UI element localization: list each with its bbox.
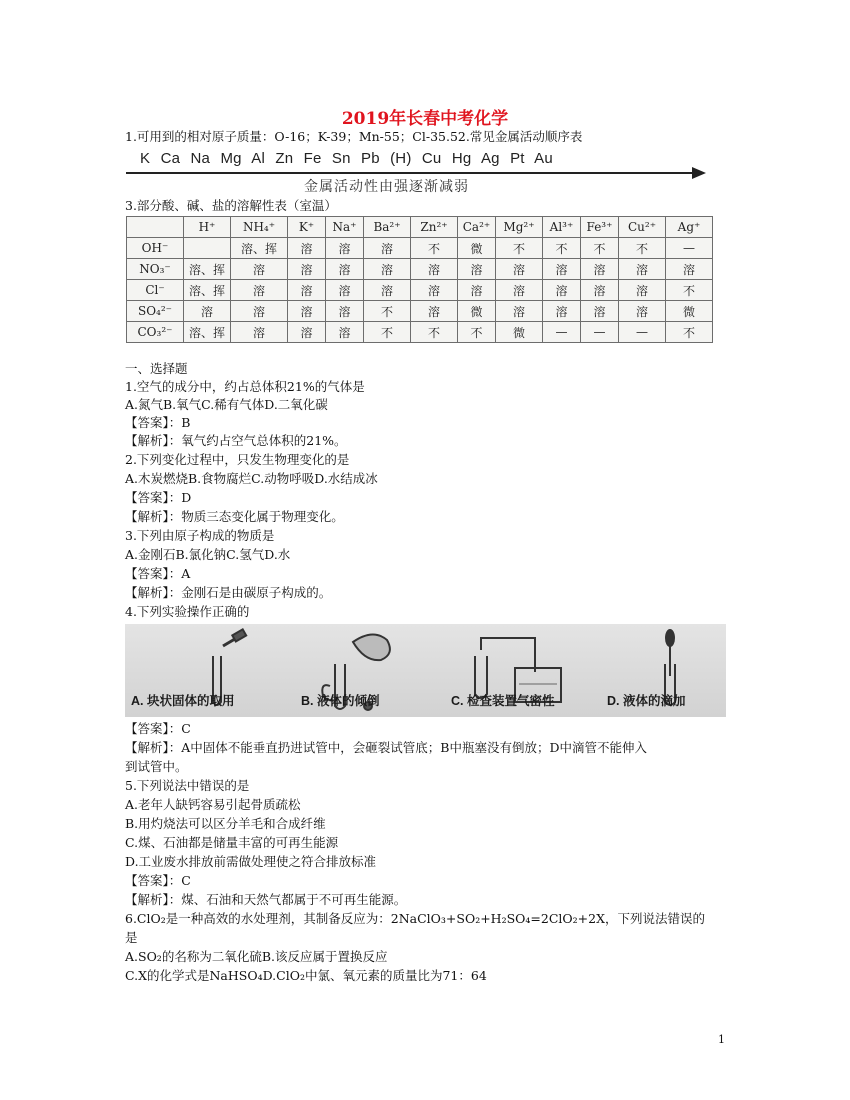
- table-cell: 溶: [581, 301, 619, 322]
- table-cell: 溶: [231, 259, 288, 280]
- q5-answer: 【答案】：C: [125, 873, 191, 888]
- intro-line: 1.可用到的相对原子质量：O-16；K-39；Mn-55；Cl-35.52.常见金属活动顺序表: [125, 129, 583, 144]
- table-cell: 溶: [411, 280, 458, 301]
- table-cell: 不: [666, 322, 713, 343]
- header-cell: [127, 217, 184, 238]
- table-cell: 溶、挥: [231, 238, 288, 259]
- table-cell: 溶、挥: [184, 259, 231, 280]
- figure-label-a: A. 块状固体的取用: [131, 694, 235, 708]
- table-cell: SO₄²⁻: [127, 301, 184, 322]
- table-cell: 溶: [288, 238, 326, 259]
- header-cell: Al³⁺: [543, 217, 581, 238]
- table-cell: 溶: [326, 259, 364, 280]
- header-cell: Mg²⁺: [496, 217, 543, 238]
- table-cell: 溶: [326, 238, 364, 259]
- q4-analysis-2: 到试管中。: [125, 759, 188, 774]
- table-header-row: [127, 217, 713, 238]
- table-cell: —: [543, 322, 581, 343]
- q1-stem: 1.空气的成分中，约占总体积21%的气体是: [125, 379, 365, 394]
- table-cell: 溶: [364, 259, 411, 280]
- table-cell: 溶、挥: [184, 322, 231, 343]
- metal-list: K Ca Na Mg Al Zn Fe Sn Pb (H) Cu Hg Ag Pt Au: [140, 150, 553, 167]
- q6-stem-2: 是: [125, 930, 138, 945]
- table-cell: 不: [458, 322, 496, 343]
- q2-analysis: 【解析】：物质三态变化属于物理变化。: [125, 509, 344, 524]
- q4-stem: 4.下列实验操作正确的: [125, 604, 250, 619]
- table-cell: 溶: [581, 259, 619, 280]
- figure-label-c: C. 检查装置气密性: [451, 694, 555, 708]
- table-cell: 溶: [496, 259, 543, 280]
- table-cell: —: [666, 238, 713, 259]
- q1-answer: 【答案】：B: [125, 415, 191, 430]
- table-cell: 溶: [458, 259, 496, 280]
- table-cell: 溶: [326, 322, 364, 343]
- table-cell: 溶: [288, 259, 326, 280]
- figure-label-d: D. 液体的滴加: [607, 694, 686, 708]
- table-cell: 溶: [458, 280, 496, 301]
- header-cell: Zn²⁺: [411, 217, 458, 238]
- table-cell: 不: [581, 238, 619, 259]
- table-cell: [184, 238, 231, 259]
- table-cell: 溶: [231, 280, 288, 301]
- table-cell: NO₃⁻: [127, 259, 184, 280]
- table-row: [127, 280, 713, 301]
- q6-stem-1: 6.ClO₂是一种高效的水处理剂，其制备反应为：2NaClO₃+SO₂+H₂SO₄=2ClO₂+2X，下列说法错误的: [125, 911, 705, 926]
- table-cell: 溶: [543, 280, 581, 301]
- table-cell: 微: [458, 238, 496, 259]
- table-cell: 微: [458, 301, 496, 322]
- table-row: [127, 238, 713, 259]
- header-cell: Ba²⁺: [364, 217, 411, 238]
- table-cell: 溶: [619, 259, 666, 280]
- table-cell: 溶: [184, 301, 231, 322]
- table-cell: 溶: [411, 301, 458, 322]
- table-cell: 不: [364, 301, 411, 322]
- table-cell: —: [619, 322, 666, 343]
- table-cell: 溶: [411, 259, 458, 280]
- q6-options-cd: C.X的化学式是NaHSO₄D.ClO₂中氯、氧元素的质量比为71：64: [125, 968, 487, 983]
- q5-option-c: C.煤、石油都是储量丰富的可再生能源: [125, 835, 339, 850]
- q3-analysis: 【解析】：金刚石是由碳原子构成的。: [125, 585, 332, 600]
- q3-stem: 3.下列由原子构成的物质是: [125, 528, 275, 543]
- table-cell: 不: [364, 322, 411, 343]
- header-cell: Ca²⁺: [458, 217, 496, 238]
- table-row: [127, 259, 713, 280]
- table-cell: 不: [411, 322, 458, 343]
- table-cell: 溶、挥: [184, 280, 231, 301]
- table-cell: 溶: [288, 280, 326, 301]
- table-cell: 溶: [326, 280, 364, 301]
- header-cell: H⁺: [184, 217, 231, 238]
- q5-option-d: D.工业废水排放前需做处理使之符合排放标准: [125, 854, 377, 869]
- table-cell: OH⁻: [127, 238, 184, 259]
- table-cell: 微: [496, 322, 543, 343]
- table-cell: 溶: [619, 301, 666, 322]
- table-cell: 溶: [288, 301, 326, 322]
- table-cell: 不: [411, 238, 458, 259]
- header-cell: Cu²⁺: [619, 217, 666, 238]
- activity-caption: 金属活动性由强逐渐减弱: [304, 178, 469, 194]
- arrow-right-icon: [692, 167, 706, 179]
- table-cell: 不: [666, 280, 713, 301]
- table-cell: 溶: [364, 280, 411, 301]
- q1-options: A.氮气B.氧气C.稀有气体D.二氧化碳: [125, 397, 328, 412]
- q2-answer: 【答案】：D: [125, 490, 192, 505]
- table-cell: 不: [496, 238, 543, 259]
- page-title: 2019年长春中考化学: [341, 109, 509, 129]
- q5-analysis: 【解析】：煤、石油和天然气都属于不可再生能源。: [125, 892, 407, 907]
- header-cell: Na⁺: [326, 217, 364, 238]
- table-cell: CO₃²⁻: [127, 322, 184, 343]
- q2-options: A.木炭燃烧B.食物腐烂C.动物呼吸D.水结成冰: [125, 471, 378, 486]
- table-cell: 溶: [364, 238, 411, 259]
- table-cell: 不: [619, 238, 666, 259]
- header-cell: Ag⁺: [666, 217, 713, 238]
- q5-option-b: B.用灼烧法可以区分羊毛和合成纤维: [125, 816, 326, 831]
- table-cell: 溶: [231, 301, 288, 322]
- page-number: 1: [718, 1033, 725, 1046]
- table-cell: 溶: [543, 259, 581, 280]
- header-cell: K⁺: [288, 217, 326, 238]
- table-cell: 溶: [326, 301, 364, 322]
- table-cell: 溶: [288, 322, 326, 343]
- q3-options: A.金刚石B.氯化钠C.氢气D.水: [125, 547, 291, 562]
- section-heading: 一、选择题: [125, 361, 188, 376]
- table-cell: 溶: [666, 259, 713, 280]
- figure-label-b: B. 液体的倾倒: [301, 694, 380, 708]
- q1-analysis: 【解析】：氧气约占空气总体积的21%。: [125, 433, 347, 448]
- metal-activity-series: [126, 148, 706, 194]
- solubility-title: 3.部分酸、碱、盐的溶解性表（室温）: [125, 198, 337, 213]
- table-row: [127, 301, 713, 322]
- table-cell: 溶: [619, 280, 666, 301]
- table-cell: 不: [543, 238, 581, 259]
- lab-operations-figure: [125, 624, 726, 717]
- q5-option-a: A.老年人缺钙容易引起骨质疏松: [125, 797, 301, 812]
- table-cell: —: [581, 322, 619, 343]
- table-cell: 溶: [496, 301, 543, 322]
- q4-answer: 【答案】：C: [125, 721, 191, 736]
- table-cell: 微: [666, 301, 713, 322]
- table-cell: 溶: [581, 280, 619, 301]
- table-cell: 溶: [543, 301, 581, 322]
- q3-answer: 【答案】：A: [125, 566, 191, 581]
- q4-analysis-1: 【解析】：A中固体不能垂直扔进试管中，会砸裂试管底；B中瓶塞没有倒放；D中滴管不能伸入: [125, 740, 647, 755]
- solubility-table: [126, 216, 713, 343]
- table-cell: 溶: [496, 280, 543, 301]
- table-cell: Cl⁻: [127, 280, 184, 301]
- activity-arrow-line: [126, 172, 696, 174]
- header-cell: NH₄⁺: [231, 217, 288, 238]
- table-cell: 溶: [231, 322, 288, 343]
- q6-options-ab: A.SO₂的名称为二氧化硫B.该反应属于置换反应: [125, 949, 388, 964]
- table-row: [127, 322, 713, 343]
- q2-stem: 2.下列变化过程中，只发生物理变化的是: [125, 452, 350, 467]
- q5-stem: 5.下列说法中错误的是: [125, 778, 250, 793]
- header-cell: Fe³⁺: [581, 217, 619, 238]
